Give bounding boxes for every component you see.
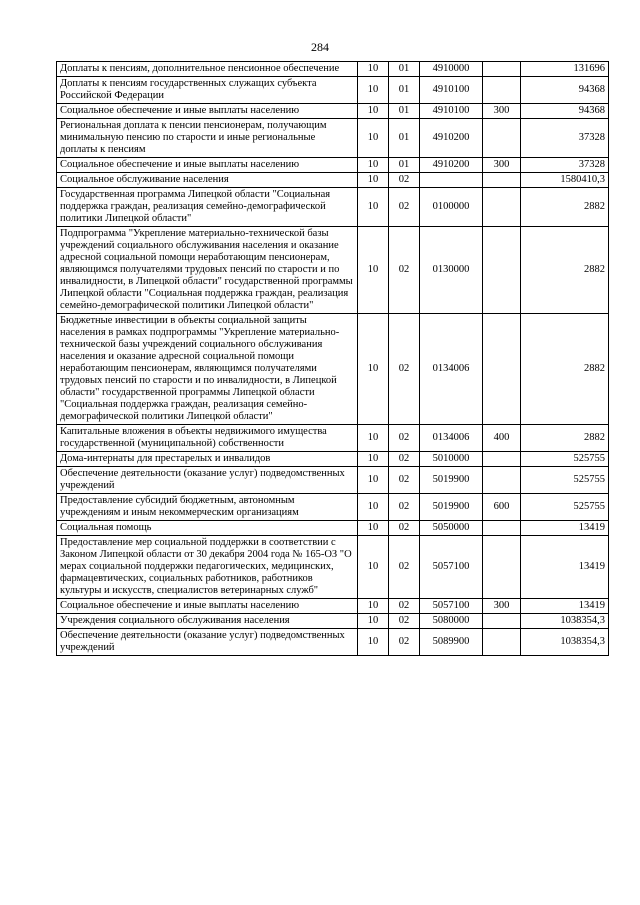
row-subsection: 01 — [389, 119, 420, 158]
row-section: 10 — [358, 494, 389, 521]
row-subsection: 02 — [389, 521, 420, 536]
row-name: Обеспечение деятельности (оказание услуг) подведомственных учреждений — [57, 629, 358, 656]
row-expense-type — [483, 452, 521, 467]
row-subsection: 02 — [389, 425, 420, 452]
row-expense-type — [483, 314, 521, 425]
table-row — [57, 467, 609, 494]
row-amount: 2882 — [521, 188, 609, 227]
row-subsection: 02 — [389, 614, 420, 629]
row-expense-type — [483, 188, 521, 227]
row-name: Бюджетные инвестиции в объекты социальной защиты населения в рамках подпрограммы "Укрепление материально-технической базы учреждений социального обслуживания населения и оказание адресной социальной помощи неработающим пенсионерам, являющимся получателями трудовых пенсий по старости и по инвалидности, в Липецкой области" государственной программы Липецкой области "Социальная поддержка граждан, реализация семейно-демографической политики Липецкой области" — [57, 314, 358, 425]
row-section: 10 — [358, 158, 389, 173]
row-expense-type — [483, 467, 521, 494]
row-subsection: 01 — [389, 77, 420, 104]
row-section: 10 — [358, 119, 389, 158]
table-row — [57, 494, 609, 521]
row-name: Предоставление субсидий бюджетным, автономным учреждениям и иным некоммерческим организациям — [57, 494, 358, 521]
row-subsection: 02 — [389, 173, 420, 188]
row-section: 10 — [358, 314, 389, 425]
row-target-article: 5019900 — [420, 494, 483, 521]
table-row — [57, 104, 609, 119]
row-section: 10 — [358, 599, 389, 614]
row-amount: 525755 — [521, 452, 609, 467]
row-section: 10 — [358, 77, 389, 104]
row-amount: 94368 — [521, 104, 609, 119]
row-name: Доплаты к пенсиям, дополнительное пенсионное обеспечение — [57, 62, 358, 77]
budget-table — [56, 61, 609, 656]
row-name: Социальное обеспечение и иные выплаты населению — [57, 104, 358, 119]
row-target-article: 5089900 — [420, 629, 483, 656]
row-target-article: 0134006 — [420, 425, 483, 452]
row-subsection: 02 — [389, 314, 420, 425]
row-name: Региональная доплата к пенсии пенсионерам, получающим минимальную пенсию по старости и иные региональные доплаты к пенсиям — [57, 119, 358, 158]
row-amount: 37328 — [521, 158, 609, 173]
row-section: 10 — [358, 173, 389, 188]
row-target-article: 4910100 — [420, 77, 483, 104]
row-name: Капитальные вложения в объекты недвижимого имущества государственной (муниципальной) собственности — [57, 425, 358, 452]
row-amount: 2882 — [521, 314, 609, 425]
row-target-article: 0130000 — [420, 227, 483, 314]
table-row — [57, 173, 609, 188]
table-row — [57, 314, 609, 425]
row-target-article: 0134006 — [420, 314, 483, 425]
table-row — [57, 614, 609, 629]
row-expense-type: 300 — [483, 104, 521, 119]
table-row — [57, 629, 609, 656]
row-name: Предоставление мер социальной поддержки в соответствии с Законом Липецкой области от 30 декабря 2004 года № 165-ОЗ "О мерах социальной поддержки педагогических, медицинских, фармацевтических, социальных работников, работников культуры и искусств, специалистов ветеринарных служб" — [57, 536, 358, 599]
row-expense-type: 300 — [483, 599, 521, 614]
table-row — [57, 227, 609, 314]
row-section: 10 — [358, 188, 389, 227]
row-section: 10 — [358, 425, 389, 452]
row-expense-type — [483, 629, 521, 656]
row-name: Обеспечение деятельности (оказание услуг) подведомственных учреждений — [57, 467, 358, 494]
row-amount: 1038354,3 — [521, 614, 609, 629]
table-row — [57, 158, 609, 173]
row-name: Социальное обеспечение и иные выплаты населению — [57, 158, 358, 173]
row-target-article: 4910200 — [420, 119, 483, 158]
row-expense-type: 600 — [483, 494, 521, 521]
row-amount: 525755 — [521, 494, 609, 521]
row-subsection: 02 — [389, 599, 420, 614]
table-row — [57, 452, 609, 467]
row-name: Государственная программа Липецкой области "Социальная поддержка граждан, реализация семейно-демографической политики Липецкой области" — [57, 188, 358, 227]
row-amount: 37328 — [521, 119, 609, 158]
row-target-article: 5050000 — [420, 521, 483, 536]
row-target-article: 5057100 — [420, 599, 483, 614]
budget-table-body — [57, 62, 609, 656]
table-row — [57, 425, 609, 452]
row-amount: 131696 — [521, 62, 609, 77]
table-row — [57, 521, 609, 536]
row-name: Дома-интернаты для престарелых и инвалидов — [57, 452, 358, 467]
row-expense-type: 300 — [483, 158, 521, 173]
row-name: Подпрограмма "Укрепление материально-технической базы учреждений социального обслуживания населения и оказание адресной социальной помощи неработающим пенсионерам, являющимся получателями трудовых пенсий по старости и по инвалидности, в Липецкой области" государственной программы Липецкой области "Социальная поддержка граждан, реализация семейно-демографической политики Липецкой области" — [57, 227, 358, 314]
page-number: 284 — [311, 40, 329, 54]
row-amount: 13419 — [521, 599, 609, 614]
row-subsection: 01 — [389, 158, 420, 173]
row-amount: 2882 — [521, 227, 609, 314]
row-expense-type — [483, 173, 521, 188]
row-target-article: 4910200 — [420, 158, 483, 173]
row-name: Учреждения социального обслуживания населения — [57, 614, 358, 629]
row-expense-type: 400 — [483, 425, 521, 452]
row-section: 10 — [358, 62, 389, 77]
table-row — [57, 599, 609, 614]
row-expense-type — [483, 62, 521, 77]
row-target-article: 5057100 — [420, 536, 483, 599]
row-subsection: 01 — [389, 62, 420, 77]
row-amount: 2882 — [521, 425, 609, 452]
row-target-article — [420, 173, 483, 188]
row-target-article: 4910000 — [420, 62, 483, 77]
row-section: 10 — [358, 614, 389, 629]
row-section: 10 — [358, 536, 389, 599]
table-row — [57, 119, 609, 158]
row-section: 10 — [358, 104, 389, 119]
row-expense-type — [483, 227, 521, 314]
row-subsection: 02 — [389, 536, 420, 599]
row-subsection: 02 — [389, 467, 420, 494]
row-amount: 525755 — [521, 467, 609, 494]
row-subsection: 02 — [389, 452, 420, 467]
row-amount: 1038354,3 — [521, 629, 609, 656]
table-row — [57, 536, 609, 599]
row-subsection: 02 — [389, 188, 420, 227]
row-section: 10 — [358, 521, 389, 536]
table-row — [57, 77, 609, 104]
row-name: Социальная помощь — [57, 521, 358, 536]
row-subsection: 02 — [389, 494, 420, 521]
row-name: Социальное обеспечение и иные выплаты населению — [57, 599, 358, 614]
row-section: 10 — [358, 629, 389, 656]
row-expense-type — [483, 536, 521, 599]
row-amount: 13419 — [521, 521, 609, 536]
row-amount: 13419 — [521, 536, 609, 599]
row-amount: 94368 — [521, 77, 609, 104]
row-expense-type — [483, 521, 521, 536]
row-section: 10 — [358, 227, 389, 314]
row-section: 10 — [358, 467, 389, 494]
row-expense-type — [483, 77, 521, 104]
row-subsection: 01 — [389, 104, 420, 119]
row-name: Доплаты к пенсиям государственных служащих субъекта Российской Федерации — [57, 77, 358, 104]
row-name: Социальное обслуживание населения — [57, 173, 358, 188]
row-target-article: 4910100 — [420, 104, 483, 119]
row-expense-type — [483, 614, 521, 629]
row-target-article: 5080000 — [420, 614, 483, 629]
row-expense-type — [483, 119, 521, 158]
row-subsection: 02 — [389, 227, 420, 314]
row-section: 10 — [358, 452, 389, 467]
row-amount: 1580410,3 — [521, 173, 609, 188]
table-row — [57, 62, 609, 77]
row-subsection: 02 — [389, 629, 420, 656]
row-target-article: 0100000 — [420, 188, 483, 227]
row-target-article: 5010000 — [420, 452, 483, 467]
row-target-article: 5019900 — [420, 467, 483, 494]
table-row — [57, 188, 609, 227]
